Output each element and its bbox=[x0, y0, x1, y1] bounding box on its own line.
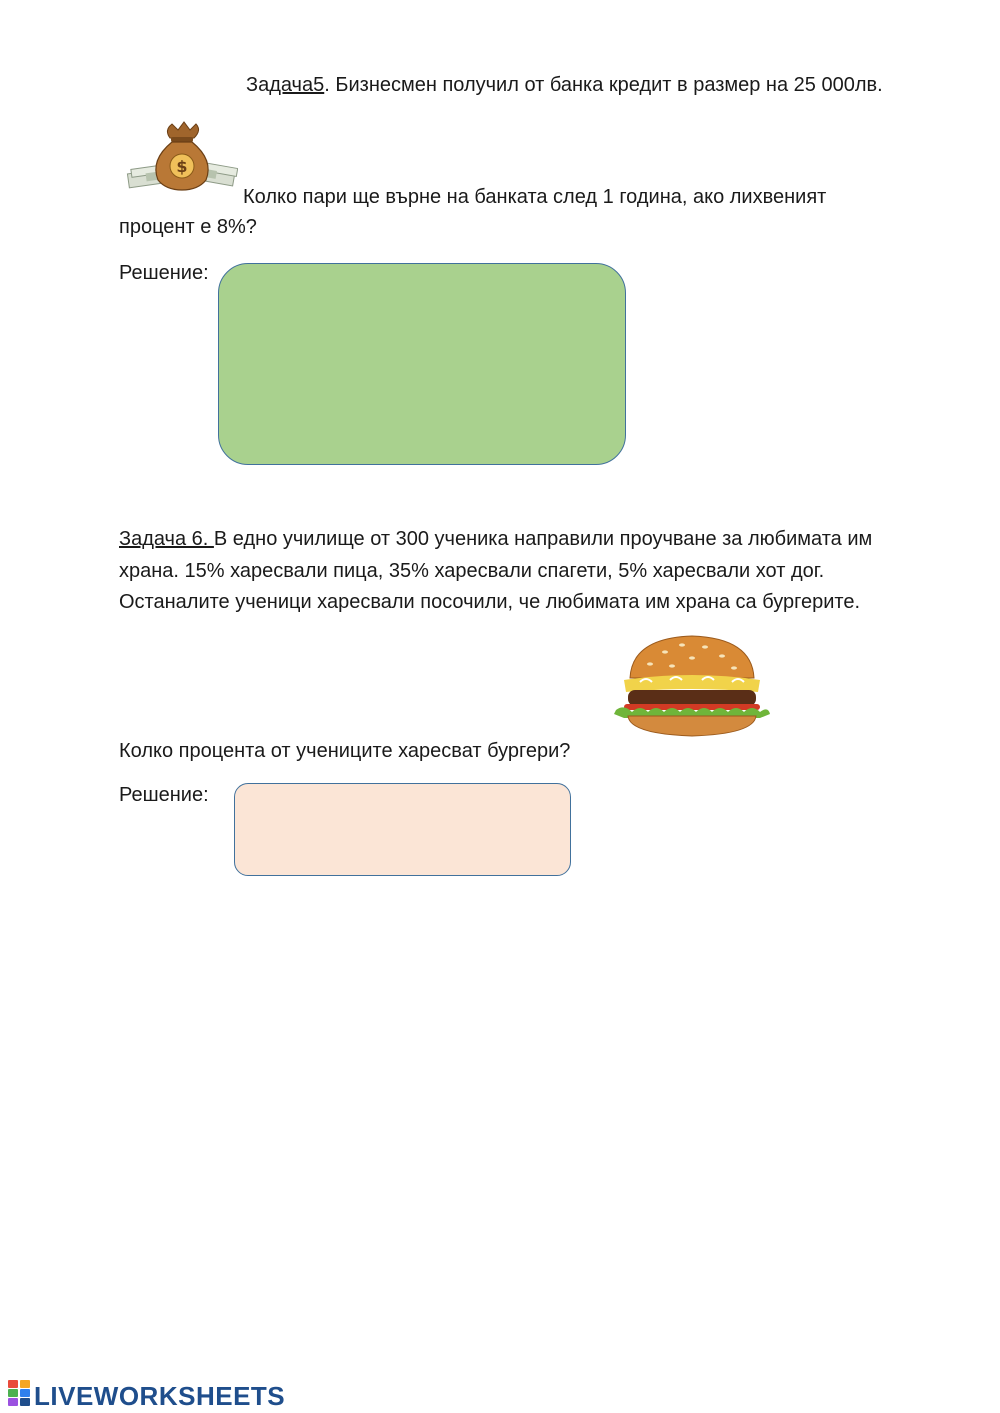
task5-label-prefix: За bbox=[246, 74, 270, 96]
task6-line1-text: В едно училище от 300 ученика направили проучване за любимата им bbox=[213, 528, 873, 550]
burger-icon bbox=[610, 630, 774, 742]
liveworksheets-logo-icon bbox=[8, 1380, 30, 1412]
task6-solution-label: Решение: bbox=[119, 784, 209, 806]
task5-statement-line3: процент е 8%? bbox=[119, 216, 257, 238]
task5-statement-line2: Колко пари ще върне на банката след 1 година, ако лихвеният bbox=[243, 186, 827, 208]
task5-solution-label: Решение: bbox=[119, 262, 209, 284]
task6-statement-line3: Останалите ученици харесвали посочили, че любимата им храна са бургерите. bbox=[119, 591, 861, 613]
task6-question: Колко процента от учениците харесват бургери? bbox=[119, 740, 571, 762]
task6-answer-box[interactable] bbox=[234, 783, 571, 876]
task5-label-underlined: дача5 bbox=[269, 74, 325, 96]
task6-statement-line2: храна. 15% харесвали пица, 35% харесвали спагети, 5% харесвали хот дог. bbox=[119, 560, 825, 582]
task5-statement-line1 bbox=[246, 74, 883, 97]
svg-text:$: $ bbox=[176, 157, 188, 176]
task5-line1-text: . Бизнесмен получил от банка кредит в размер на 25 000лв. bbox=[324, 74, 883, 96]
task6-label: Задача 6. bbox=[119, 528, 214, 550]
footer-brand-text: LIVEWORKSHEETS bbox=[34, 1380, 286, 1411]
footer-logo[interactable] bbox=[8, 1380, 285, 1412]
money-bag-icon bbox=[126, 116, 238, 196]
task5-answer-box[interactable] bbox=[218, 263, 626, 465]
task6-statement-line1 bbox=[119, 528, 872, 551]
